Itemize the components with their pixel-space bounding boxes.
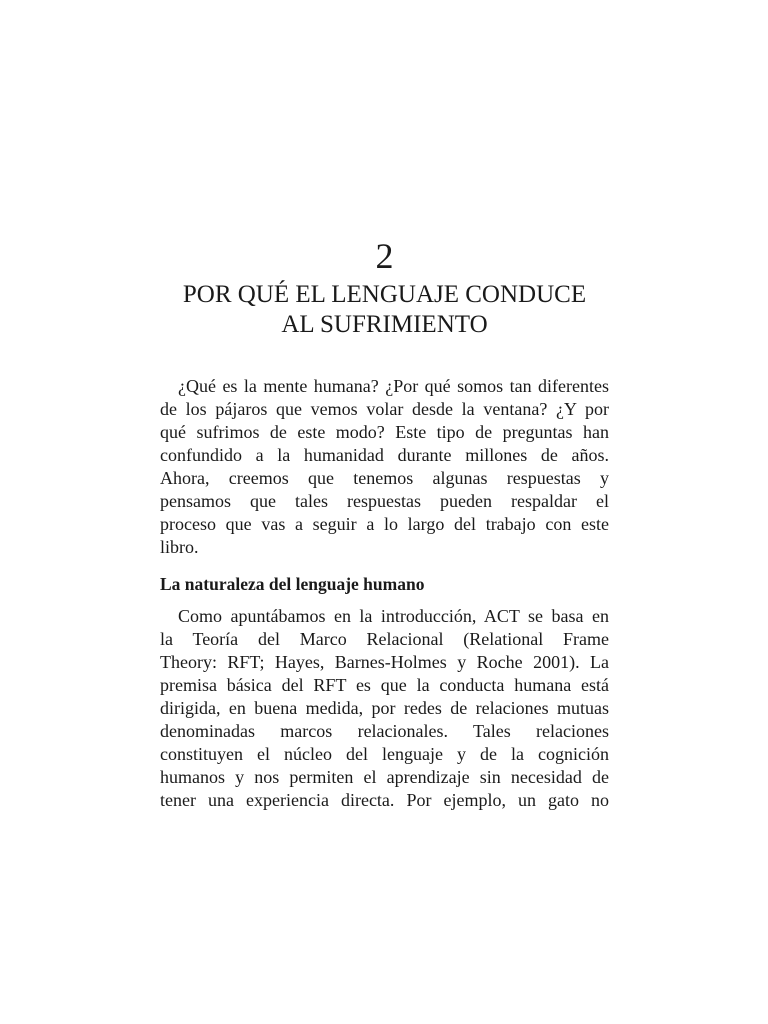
paragraph-line: humanos y nos permiten el aprendizaje sin necesidad de xyxy=(160,767,609,787)
chapter-title-line-2: AL SUFRIMIENTO xyxy=(281,311,488,338)
intro-paragraph xyxy=(160,375,609,559)
paragraph-line: Theory: RFT; Hayes, Barnes-Holmes y Roche 2001). La xyxy=(160,652,609,672)
paragraph-line: pensamos que tales respuestas pueden respaldar el xyxy=(160,491,609,511)
paragraph-line: dirigida, en buena medida, por redes de relaciones mutuas xyxy=(160,698,609,718)
chapter-number: 2 xyxy=(375,236,394,276)
book-page xyxy=(160,0,609,1024)
paragraph-line: constituyen el núcleo del lenguaje y de la cognición xyxy=(160,744,609,764)
paragraph-line: premisa básica del RFT es que la conducta humana está xyxy=(160,675,609,695)
section-heading: La naturaleza del lenguaje humano xyxy=(160,574,425,594)
paragraph-line: tener una experiencia directa. Por ejemplo, un gato no xyxy=(160,790,609,810)
paragraph-line: la Teoría del Marco Relacional (Relational Frame xyxy=(160,629,609,649)
paragraph-line: confundido a la humanidad durante millones de años. xyxy=(160,445,609,465)
section-paragraph xyxy=(160,605,609,812)
paragraph-line: Como apuntábamos en la introducción, ACT se basa en xyxy=(178,606,609,626)
paragraph-line: libro. xyxy=(160,537,199,557)
paragraph-line: de los pájaros que vemos volar desde la ventana? ¿Y por xyxy=(160,399,609,419)
paragraph-line: qué sufrimos de este modo? Este tipo de preguntas han xyxy=(160,422,609,442)
chapter-title-line-1: POR QUÉ EL LENGUAJE CONDUCE xyxy=(182,281,587,308)
paragraph-line: ¿Qué es la mente humana? ¿Por qué somos tan diferentes xyxy=(178,376,609,396)
paragraph-line: denominadas marcos relacionales. Tales relaciones xyxy=(160,721,609,741)
paragraph-line: Ahora, creemos que tenemos algunas respuestas y xyxy=(160,468,609,488)
paragraph-line: proceso que vas a seguir a lo largo del trabajo con este xyxy=(160,514,609,534)
chapter-title xyxy=(140,280,629,340)
